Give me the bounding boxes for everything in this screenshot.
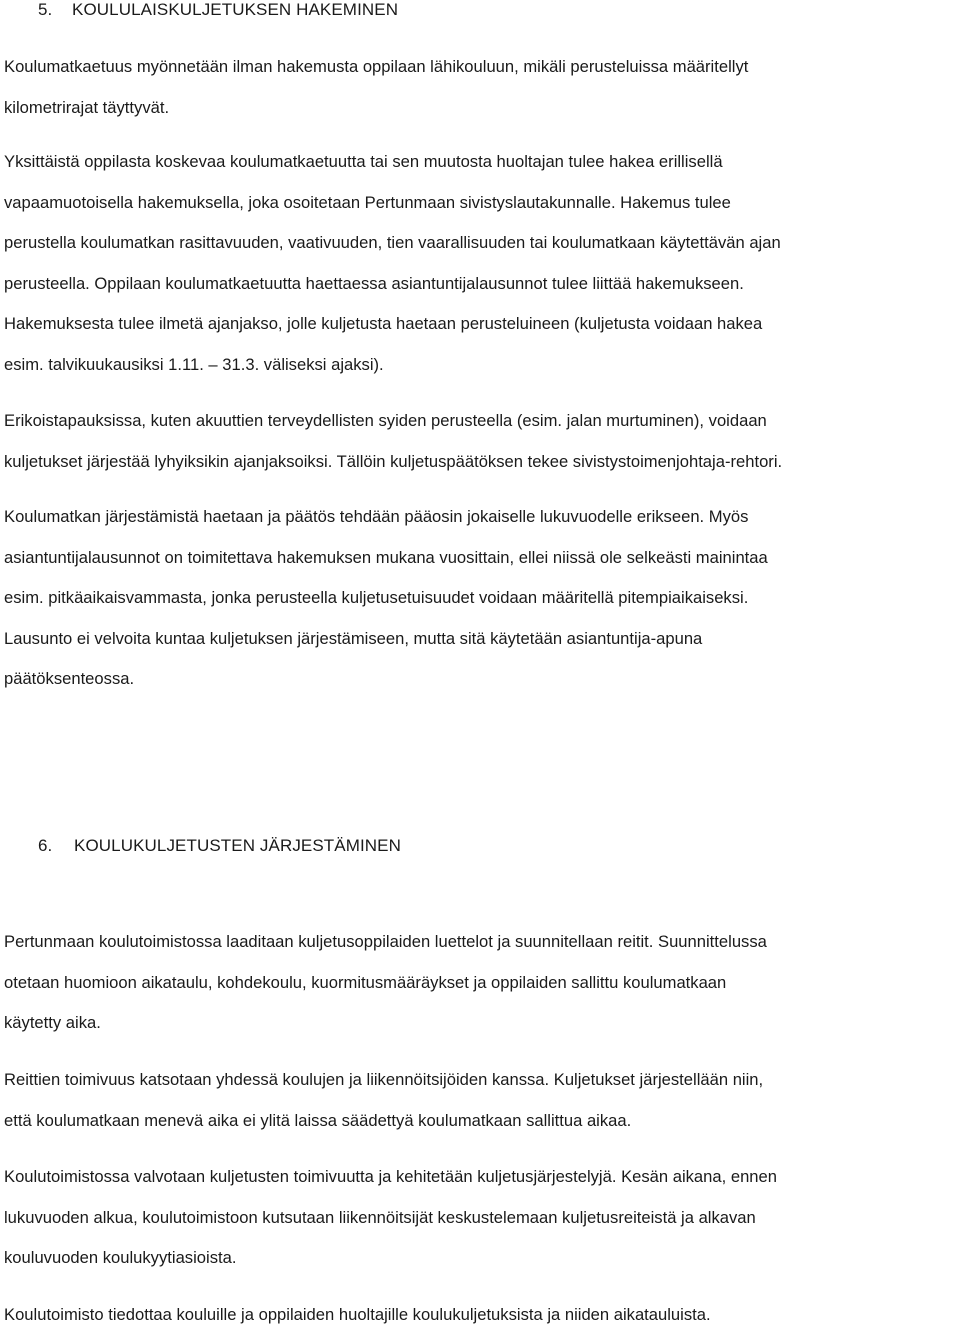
text-line: otetaan huomioon aikataulu, kohdekoulu, kuormitusmääräykset ja oppilaiden sallittu koulumatkaan — [4, 972, 727, 992]
text-line: esim. pitkäaikaisvammasta, jonka perusteella kuljetusetuisuudet voidaan määritellä pitempiaikaiseksi. — [4, 588, 749, 607]
section-5-paragraph — [4, 497, 956, 700]
text-line: asiantuntijalausunnot on toimitettava hakemuksen mukana vuosittain, ellei niissä ole selkeästi mainintaa — [4, 547, 768, 567]
text-line: että koulumatkaan menevä aika ei ylitä laissa säädettyä koulumatkaan sallittua aikaa. — [4, 1110, 632, 1130]
text-line: kouluvuoden koulukyytiasioista. — [4, 1248, 237, 1267]
text-line: perusteella. Oppilaan koulumatkaetuutta haettaessa asiantuntijalausunnot tulee liittää hakemukseen. — [4, 273, 744, 293]
section-5-paragraph — [4, 142, 956, 385]
section-6-paragraph — [4, 1157, 956, 1279]
text-line: perustella koulumatkan rasittavuuden, vaativuuden, tien vaarallisuuden tai koulumatkaan käytettävän ajan — [4, 233, 781, 252]
section-6-number: 6. — [38, 836, 53, 855]
section-6-title: KOULUKULJETUSTEN JÄRJESTÄMINEN — [74, 836, 401, 855]
text-line: esim. talvikuukausiksi 1.11. – 31.3. väliseksi ajaksi). — [4, 354, 384, 374]
text-line: vapaamuotoisella hakemuksella, joka osoitetaan Pertunmaan sivistyslautakunnalle. Hakemus tulee — [4, 192, 731, 212]
section-5-heading — [38, 0, 398, 20]
section-5-paragraph — [4, 401, 956, 482]
section-5-number: 5. — [38, 0, 53, 19]
text-line: lukuvuoden alkua, koulutoimistoon kutsutaan liikennöitsijät keskustelemaan kuljetusreiteistä ja alkavan — [4, 1207, 756, 1227]
text-line: Lausunto ei velvoita kuntaa kuljetuksen järjestämiseen, mutta sitä käytetään asiantuntija-apuna — [4, 628, 703, 648]
section-6-heading — [38, 836, 401, 856]
section-6-paragraph — [4, 1060, 956, 1141]
text-line: Koulutoimisto tiedottaa kouluille ja oppilaiden huoltajille koulukuljetuksista ja niiden aikatauluista. — [4, 1305, 711, 1324]
section-5-paragraph — [4, 47, 956, 128]
text-line: Koulutoimistossa valvotaan kuljetusten toimivuutta ja kehitetään kuljetusjärjestelyjä. Kesän aikana, ennen — [4, 1167, 777, 1186]
text-line: kilometrirajat täyttyvät. — [4, 97, 170, 117]
text-line: Pertunmaan koulutoimistossa laaditaan kuljetusoppilaiden luettelot ja suunnitellaan reitit. Suunnittelussa — [4, 932, 767, 951]
text-line: Reittien toimivuus katsotaan yhdessä koulujen ja liikennöitsijöiden kanssa. Kuljetukset järjestellään niin, — [4, 1070, 764, 1089]
section-6-paragraph — [4, 1295, 956, 1336]
text-line: Koulumatkaetuus myönnetään ilman hakemusta oppilaan lähikouluun, mikäli perusteluissa määritellyt — [4, 57, 749, 76]
text-line: Hakemuksesta tulee ilmetä ajanjakso, jolle kuljetusta haetaan perusteluineen (kuljetusta voidaan hakea — [4, 314, 763, 333]
text-line: Erikoistapauksissa, kuten akuuttien terveydellisten syiden perusteella (esim. jalan murtuminen), voidaan — [4, 411, 767, 430]
text-line: päätöksenteossa. — [4, 669, 135, 688]
text-line: käytetty aika. — [4, 1013, 101, 1032]
text-line: Koulumatkan järjestämistä haetaan ja päätös tehdään pääosin jokaiselle lukuvuodelle erikseen. Myös — [4, 507, 749, 526]
section-5-title: KOULULAISKULJETUKSEN HAKEMINEN — [72, 0, 399, 19]
text-line: kuljetukset järjestää lyhyiksikin ajanjaksoiksi. Tällöin kuljetuspäätöksen tekee sivistystoimenjohtaja-rehtori. — [4, 451, 783, 471]
text-line: Yksittäistä oppilasta koskevaa koulumatkaetuutta tai sen muutosta huoltajan tulee hakea erillisellä — [4, 152, 723, 171]
section-6-paragraph — [4, 922, 956, 1044]
